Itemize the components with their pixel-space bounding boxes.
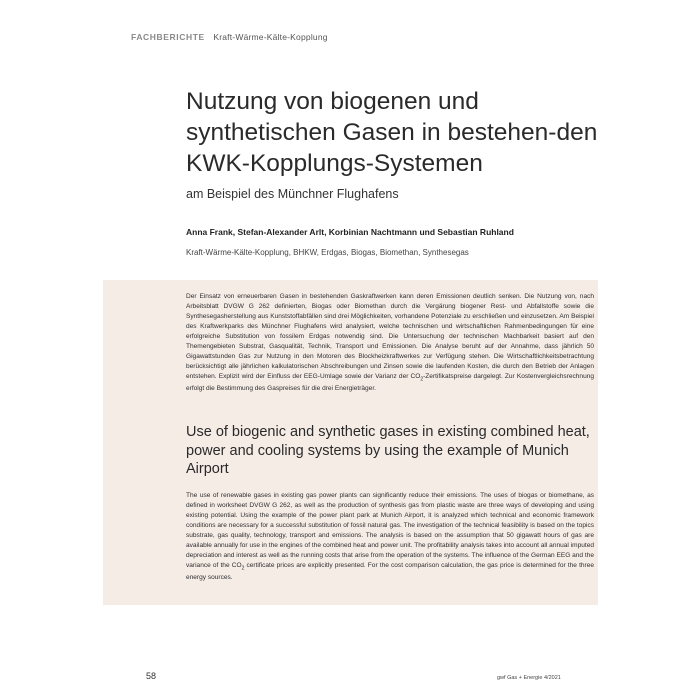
article-authors: Anna Frank, Stefan-Alexander Arlt, Korbinian Nachtmann und Sebastian Ruhland	[186, 227, 514, 237]
journal-name: gwf Gas + Energie	[497, 675, 543, 681]
article-title: Nutzung von biogenen und synthetischen Gasen in bestehen-den KWK-Kopplungs-Systemen	[186, 88, 598, 177]
section-label: FACHBERICHTE	[131, 32, 205, 42]
abstract-german-text: Der Einsatz von erneuerbaren Gasen in bestehenden Gaskraftwerken kann deren Emissionen deutlich senken. Die Nutzung von, nach Arbeitsblatt DVGW G 262 definierten, Biogas oder Biomethan durch die Vergärung biogener Rest- und Abfallstoffe sowie die Synthesegasherstellung aus Kunststoffabfällen sind drei Möglichkeiten, vorhandene Potenziale zu erschließen und einzusetzen. Am Beispiel des Kraftwerkparks des Münchner Flughafens wird analysiert, welche technischen und wirtschaftlichen Rahmenbedingungen für eine erfolgreiche Substitution von fossilem Erdgas notwendig sind. Die Untersuchung der technischen Machbarkeit basiert auf den Themengebieten Substrat, Gasqualität, Technik, Transport und Emissionen. Die Analyse beruht auf der Annahme, dass jährlich 50 Gigawattstunden Gas zur Nutzung in den Motoren des Blockheizkraftwerkes zur Verfügung stehen. Die Wirtschaftlichkeitsbetrachtung berücksichtigt alle jährlichen kalkulatorischen Abschreibungen und Zinsen sowie die laufenden Kosten, die durch den Betrieb der Anlagen entstehen. Explizit wird der Einfluss der EEG-Umlage sowie der Varianz der CO	[186, 293, 594, 380]
article-keywords: Kraft-Wärme-Kälte-Kopplung, BHKW, Erdgas, Biogas, Biomethan, Synthesegas	[186, 248, 469, 257]
article-subtitle: am Beispiel des Münchner Flughafens	[186, 187, 399, 201]
abstract-english-text: The use of renewable gases in existing gas power plants can significantly reduce their emissions. The uses of biogas or biomethane, as defined in worksheet DVGW G 262, as well as the production of synthesis gas from plastic waste are three ways of developing and using existing potential. Using the example of the power plant park at Munich Airport, it is analyzed which technical and economic framework conditions are necessary for a successful substitution of fossil natural gas. The investigation of the technical feasibility is based on the topics substrate, gas quality, technology, transport and emissions. The analysis is based on the assumption that 50 gigawatt hours of gas are available annually for use in the engines of the combined heat and power unit. The profitability analysis takes into account all annual imputed depreciation and interest as well as the running costs that arise from the operation of the systems. The influence of the German EEG and the variance of the CO	[186, 492, 594, 569]
abstract-english	[186, 491, 594, 583]
english-title: Use of biogenic and synthetic gases in existing combined heat, power and cooling systems by using the example of Munich Airport	[186, 424, 590, 477]
co2-subscript: 2	[420, 376, 424, 383]
topic-label: Kraft-Wärme-Kälte-Kopplung	[213, 32, 328, 42]
running-header	[131, 32, 328, 42]
page-number: 58	[146, 671, 157, 681]
journal-issue: 4/2021	[544, 675, 561, 681]
abstract-german-text-end: -Zertifikatspreise dargelegt. Zur Kostenvergleichsrechnung erfolgt die Bestimmung des Gaspreises für die drei Energieträger.	[186, 373, 594, 393]
co2-subscript-en: 2	[241, 565, 245, 572]
abstract-english-text-end: certificate prices are explicitly presented. For the cost comparison calculation, the gas price is determined for the three energy sources.	[186, 562, 595, 582]
abstract-german	[186, 292, 594, 394]
